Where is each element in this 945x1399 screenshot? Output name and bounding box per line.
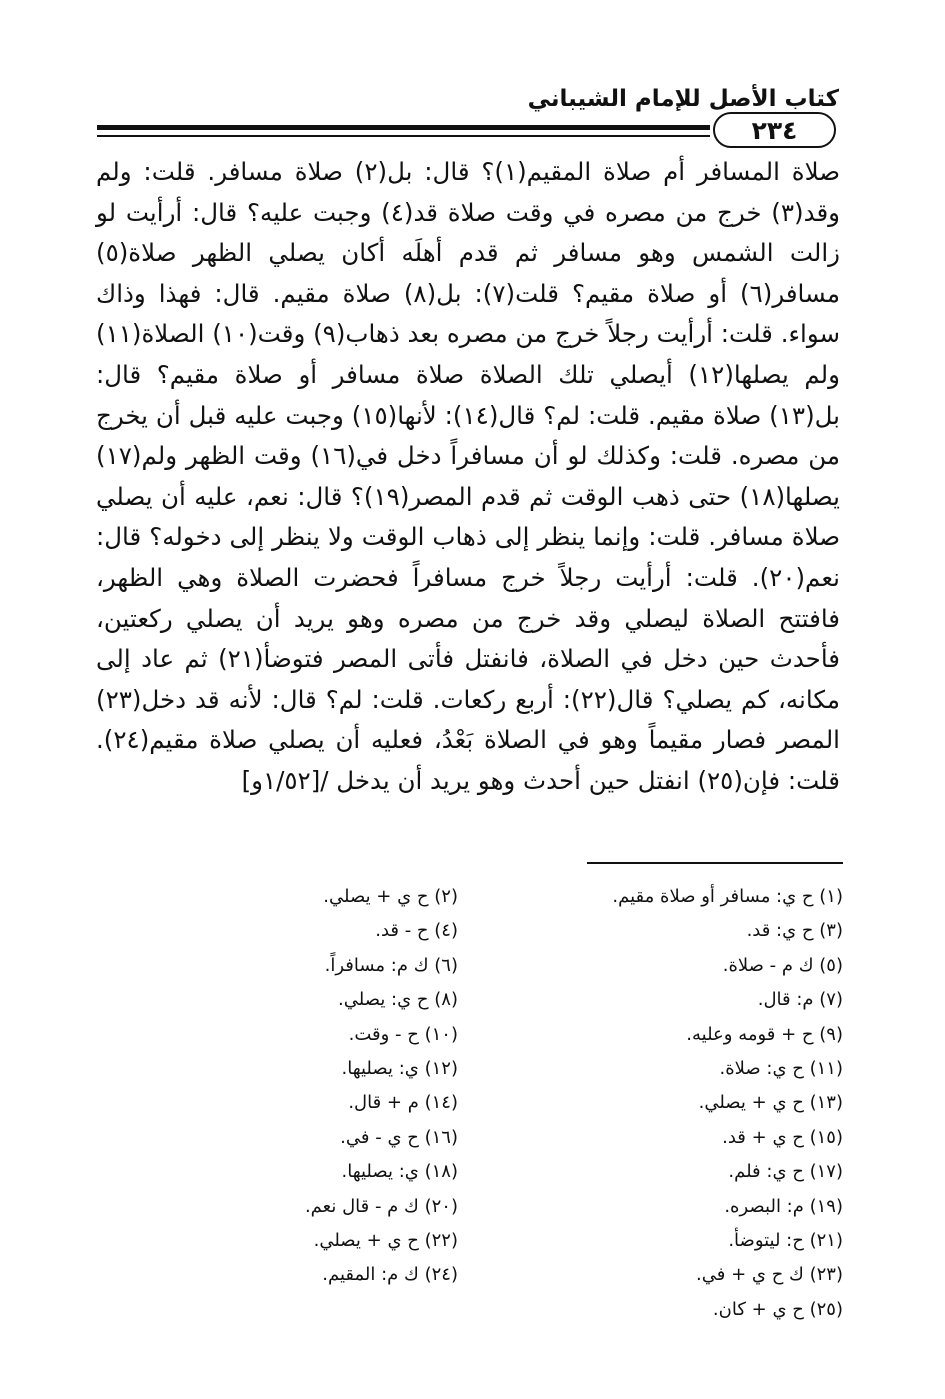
footnote: (٢٤) ك م: المقيم. [322,1264,458,1286]
footnote-separator [587,862,843,864]
footnote: (٦) ك م: مسافراً. [324,954,458,976]
footnote: (٥) ك م - صلاة. [722,954,843,976]
header-rule-thin [97,135,710,137]
footnote: (١٨) ي: يصليها. [341,1161,458,1183]
footnote: (١١) ح ي: صلاة. [719,1058,843,1080]
footnotes-even-column [198,880,458,1293]
footnote: (٨) ح ي: يصلي. [338,989,458,1011]
main-body-text: صلاة المسافر أم صلاة المقيم(١)؟ قال: بل(٢) صلاة مسافر. قلت: ولم وقد(٣) خرج من مصره في وقت صلاة قد(٤) وجبت عليه؟ قال: أرأيت لو زالت الشمس وهو مسافر ثم قدم أهلَه أكان يصلي الظهر صلاة(٥) مسافر(٦) أو صلاة مقيم؟ قلت(٧): بل(٨) صلاة مقيم. قال: فهذا وذاك سواء. قلت: أرأيت رجلاً خرج من مصره بعد ذهاب(٩) وقت(١٠) الصلاة(١١) ولم يصلها(١٢) أيصلي تلك الصلاة صلاة مسافر أو صلاة مقيم؟ قال: بل(١٣) صلاة مقيم. قلت: لم؟ قال(١٤): لأنها(١٥) وجبت عليه قبل أن يخرج من مصره. قلت: وكذلك لو أن مسافراً دخل في(١٦) وقت الظهر ولم(١٧) يصلها(١٨) حتى ذهب الوقت ثم قدم المصر(١٩)؟ قال: نعم، عليه أن يصلي صلاة مسافر. قلت: وإنما ينظر إلى ذهاب الوقت ولا ينظر إلى دخوله؟ قال: نعم(٢٠). قلت: أرأيت رجلاً خرج مسافراً فحضرت الصلاة وهي الظهر، فافتتح الصلاة ليصلي وقد خرج من مصره وهو يريد أن يصلي ركعتين، فأحدث حين دخل في الصلاة، فانفتل فأتى المصر فتوضأ(٢١) ثم عاد إلى مكانه، كم يصلي؟ قال(٢٢): أربع ركعات. قلت: لم؟ قال: لأنه قد دخل(٢٣) المصر فصار مقيماً وهو في الصلاة بَعْدُ، فعليه أن يصلي صلاة مقيم(٢٤). قلت: فإن(٢٥) انفتل حين أحدث وهو يريد أن يدخل /[١/٥٢و] [96,157,841,795]
footnote: (١٦) ح ي - في. [340,1126,458,1148]
footnote: (٩) ح + قومه وعليه. [686,1023,843,1045]
footnote: (٢) ح ي + يصلي. [323,886,458,907]
footnote: (١) ح ي: مسافر أو صلاة مقيم. [612,886,843,907]
footnote: (١٩) م: البصره. [724,1195,843,1217]
footnote: (٤) ح - قد. [375,920,458,942]
footnote: (١٣) ح ي + يصلي. [698,1092,843,1114]
footnote: (٧) م: قال. [757,989,843,1011]
footnote: (١٢) ي: يصليها. [341,1058,458,1080]
footnote: (٣) ح ي: قد. [746,920,843,942]
footnote: (١٠) ح - وقت. [348,1023,458,1045]
footnote: (٢٣) ك ح ي + في. [696,1264,843,1286]
header-rule-thick [97,125,710,130]
footnote: (١٤) م + قال. [348,1092,458,1114]
page-number: ٢٣٤ [713,112,836,148]
footnote: (٢٥) ح ي + كان. [712,1298,843,1320]
footnote: (٢١) ح: ليتوضأ. [728,1230,843,1252]
footnote: (٢٢) ح ي + يصلي. [313,1230,458,1252]
footnotes-odd-column [513,880,843,1327]
footnote: (١٧) ح ي: فلم. [728,1161,843,1183]
footnote: (١٥) ح ي + قد. [722,1126,843,1148]
running-header-title: كتاب الأصل للإمام الشيباني [527,86,839,112]
footnote: (٢٠) ك م - قال نعم. [304,1195,458,1217]
